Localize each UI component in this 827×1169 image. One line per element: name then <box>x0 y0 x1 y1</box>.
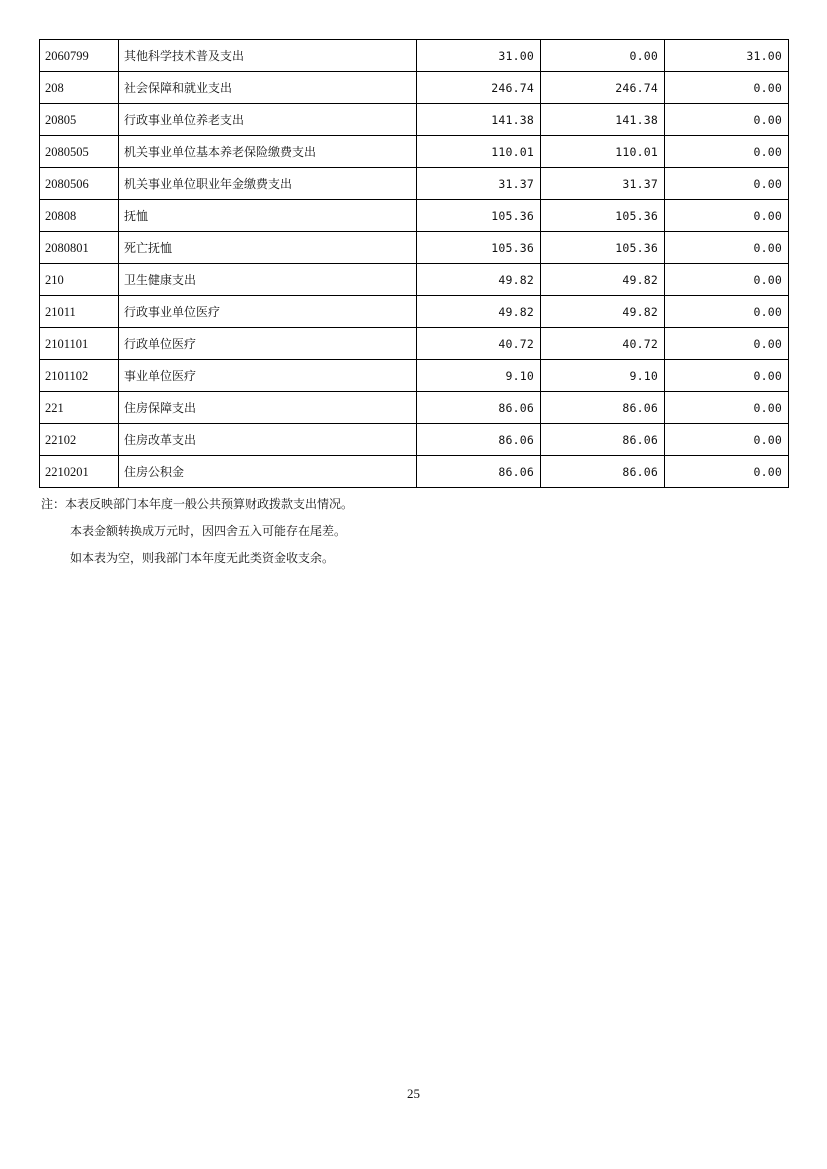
cell-name: 其他科学技术普及支出 <box>119 40 417 72</box>
cell-name: 住房保障支出 <box>119 392 417 424</box>
cell-name: 行政单位医疗 <box>119 328 417 360</box>
cell-project: 0.00 <box>665 360 789 392</box>
cell-project: 0.00 <box>665 136 789 168</box>
expenditure-table <box>39 39 789 488</box>
cell-name: 机关事业单位职业年金缴费支出 <box>119 168 417 200</box>
cell-code: 20805 <box>40 104 119 136</box>
table-row <box>40 232 789 264</box>
table-row <box>40 40 789 72</box>
cell-project: 0.00 <box>665 72 789 104</box>
table-notes <box>41 491 353 572</box>
cell-total: 110.01 <box>417 136 541 168</box>
cell-code: 210 <box>40 264 119 296</box>
cell-basic: 31.37 <box>541 168 665 200</box>
cell-code: 20808 <box>40 200 119 232</box>
table-row <box>40 72 789 104</box>
cell-name: 机关事业单位基本养老保险缴费支出 <box>119 136 417 168</box>
cell-total: 31.00 <box>417 40 541 72</box>
cell-basic: 105.36 <box>541 232 665 264</box>
note-line-3: 如本表为空，则我部门本年度无此类资金收支余。 <box>70 551 335 565</box>
cell-code: 2080505 <box>40 136 119 168</box>
cell-code: 2101101 <box>40 328 119 360</box>
cell-total: 141.38 <box>417 104 541 136</box>
page-number: 25 <box>407 1086 420 1101</box>
cell-name: 卫生健康支出 <box>119 264 417 296</box>
cell-basic: 141.38 <box>541 104 665 136</box>
table-row <box>40 424 789 456</box>
cell-code: 22102 <box>40 424 119 456</box>
cell-project: 0.00 <box>665 328 789 360</box>
cell-name: 抚恤 <box>119 200 417 232</box>
table-row <box>40 456 789 488</box>
cell-total: 9.10 <box>417 360 541 392</box>
cell-name: 死亡抚恤 <box>119 232 417 264</box>
cell-basic: 86.06 <box>541 456 665 488</box>
cell-basic: 9.10 <box>541 360 665 392</box>
cell-total: 49.82 <box>417 264 541 296</box>
cell-project: 0.00 <box>665 392 789 424</box>
cell-project: 0.00 <box>665 200 789 232</box>
cell-code: 21011 <box>40 296 119 328</box>
table-row <box>40 104 789 136</box>
cell-basic: 110.01 <box>541 136 665 168</box>
cell-total: 31.37 <box>417 168 541 200</box>
table-row <box>40 168 789 200</box>
cell-project: 31.00 <box>665 40 789 72</box>
cell-total: 246.74 <box>417 72 541 104</box>
note-line-2: 本表金额转换成万元时，因四舍五入可能存在尾差。 <box>70 524 347 538</box>
cell-basic: 49.82 <box>541 264 665 296</box>
cell-name: 行政事业单位医疗 <box>119 296 417 328</box>
cell-project: 0.00 <box>665 104 789 136</box>
cell-total: 105.36 <box>417 232 541 264</box>
cell-total: 49.82 <box>417 296 541 328</box>
table-row <box>40 328 789 360</box>
cell-project: 0.00 <box>665 264 789 296</box>
cell-name: 社会保障和就业支出 <box>119 72 417 104</box>
cell-code: 2101102 <box>40 360 119 392</box>
cell-basic: 49.82 <box>541 296 665 328</box>
cell-project: 0.00 <box>665 424 789 456</box>
cell-code: 208 <box>40 72 119 104</box>
cell-total: 86.06 <box>417 424 541 456</box>
cell-name: 行政事业单位养老支出 <box>119 104 417 136</box>
cell-code: 2080801 <box>40 232 119 264</box>
cell-basic: 86.06 <box>541 392 665 424</box>
cell-name: 住房改革支出 <box>119 424 417 456</box>
table-row <box>40 296 789 328</box>
cell-code: 2210201 <box>40 456 119 488</box>
cell-project: 0.00 <box>665 168 789 200</box>
cell-total: 86.06 <box>417 392 541 424</box>
table-row <box>40 360 789 392</box>
cell-total: 86.06 <box>417 456 541 488</box>
cell-code: 2060799 <box>40 40 119 72</box>
table-body <box>40 40 789 488</box>
table-row <box>40 136 789 168</box>
cell-basic: 105.36 <box>541 200 665 232</box>
table-row <box>40 392 789 424</box>
note-line-1: 注：本表反映部门本年度一般公共预算财政拨款支出情况。 <box>41 497 354 511</box>
cell-code: 2080506 <box>40 168 119 200</box>
cell-name: 住房公积金 <box>119 456 417 488</box>
cell-project: 0.00 <box>665 456 789 488</box>
cell-project: 0.00 <box>665 296 789 328</box>
cell-name: 事业单位医疗 <box>119 360 417 392</box>
cell-basic: 86.06 <box>541 424 665 456</box>
table-row <box>40 200 789 232</box>
cell-basic: 246.74 <box>541 72 665 104</box>
cell-basic: 40.72 <box>541 328 665 360</box>
cell-project: 0.00 <box>665 232 789 264</box>
cell-total: 105.36 <box>417 200 541 232</box>
cell-total: 40.72 <box>417 328 541 360</box>
table-row <box>40 264 789 296</box>
cell-basic: 0.00 <box>541 40 665 72</box>
cell-code: 221 <box>40 392 119 424</box>
